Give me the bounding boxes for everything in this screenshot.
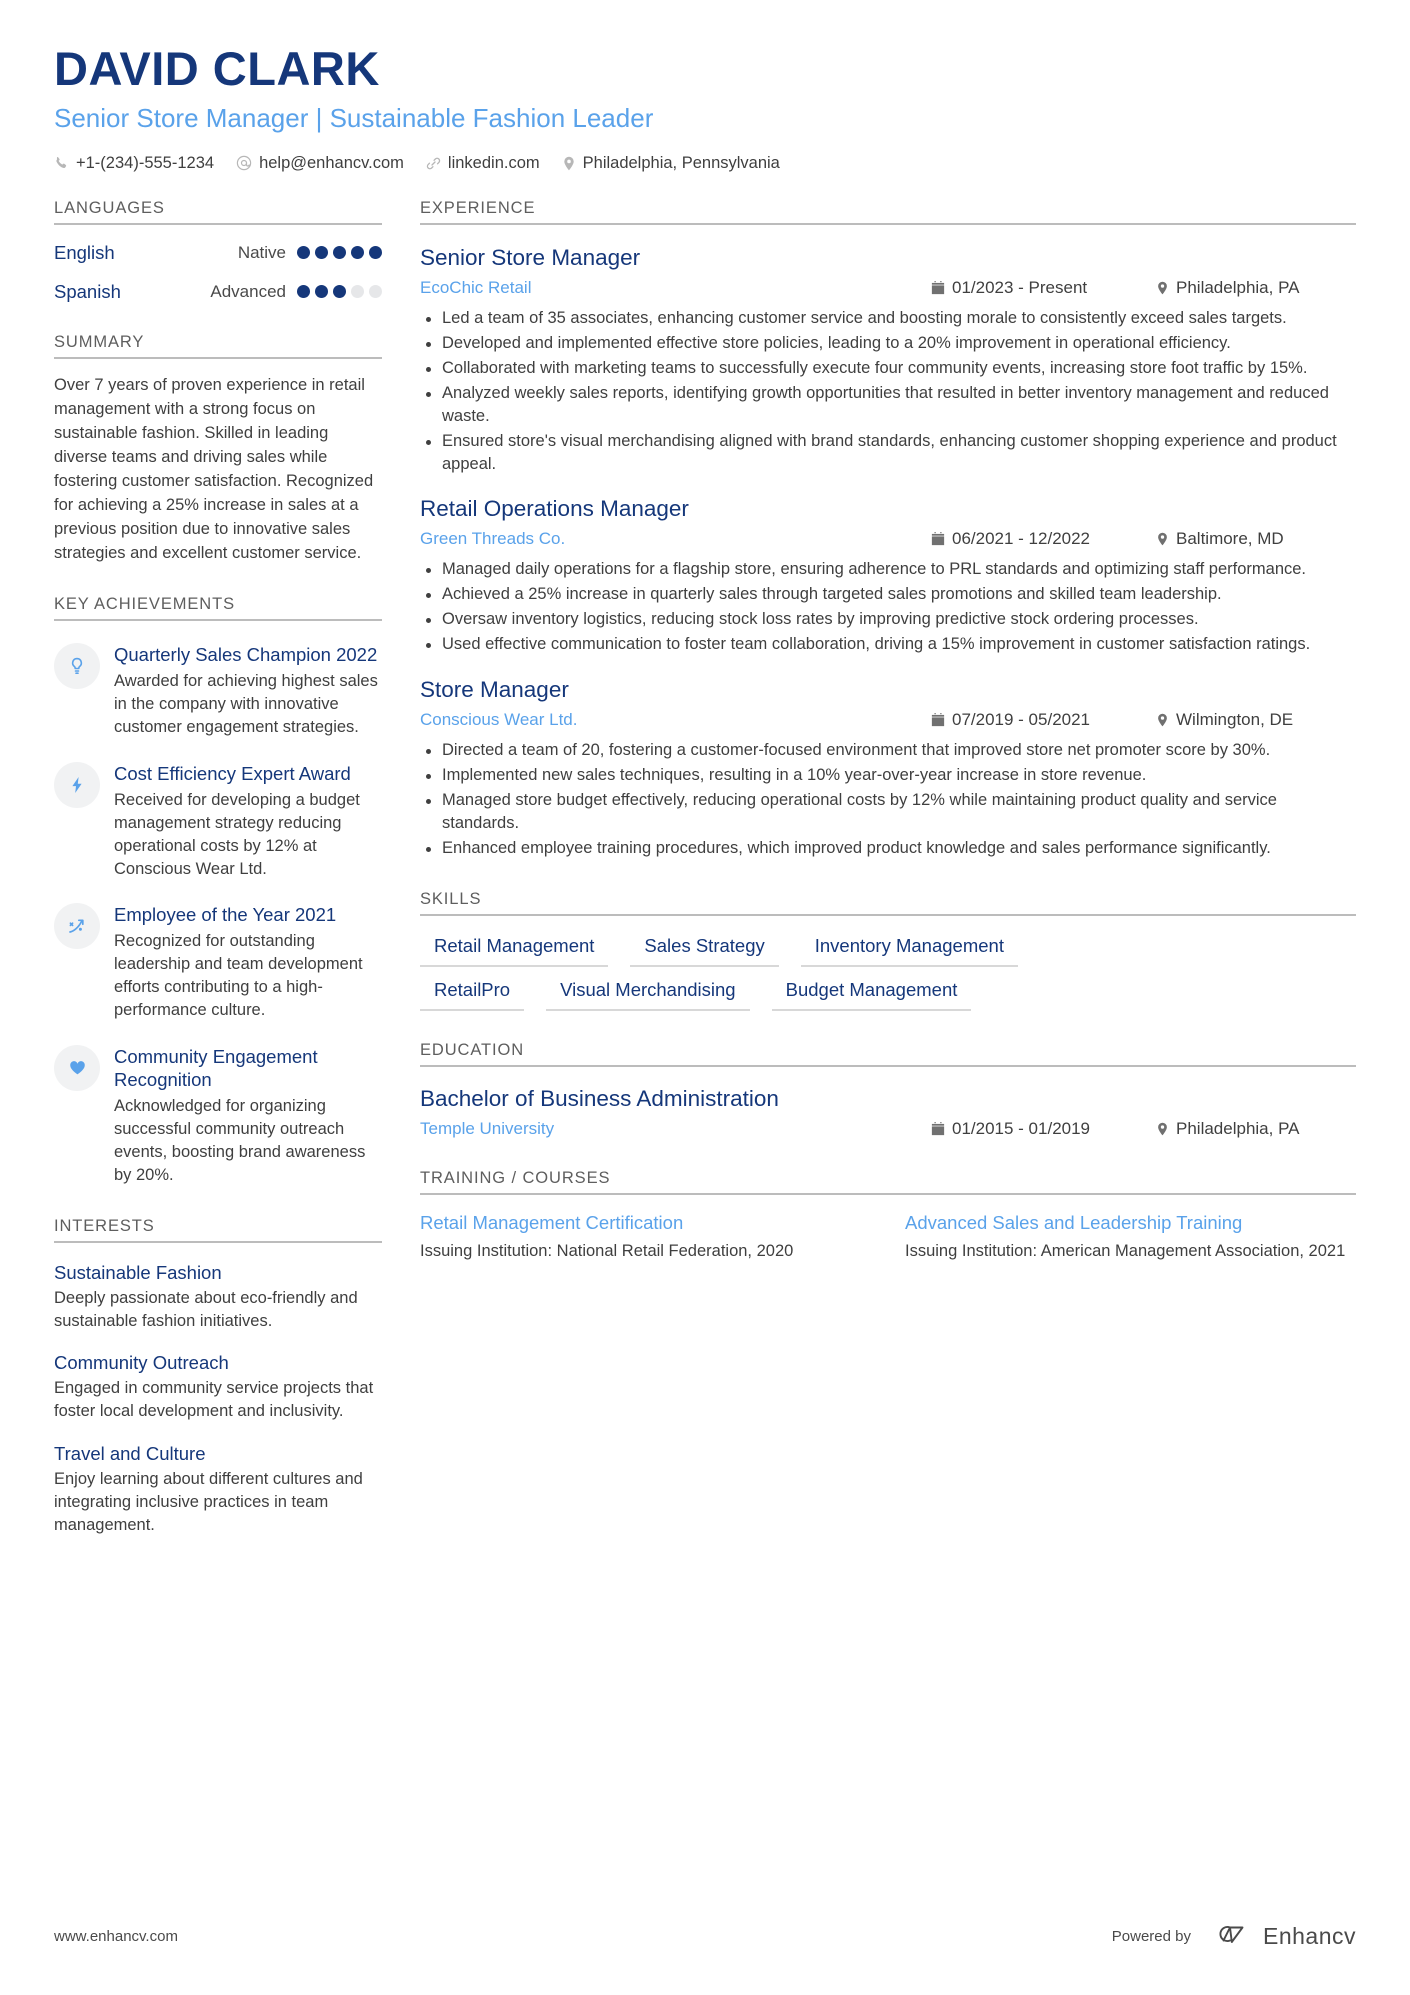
job-bullet: Achieved a 25% increase in quarterly sales through targeted sales promotions and skilled team leadership. — [420, 583, 1356, 606]
interest-desc: Deeply passionate about eco-friendly and sustainable fashion initiatives. — [54, 1289, 358, 1331]
lightning-bolt-icon — [54, 762, 100, 808]
rating-dot — [369, 285, 382, 298]
job-title: Store Manager — [420, 676, 569, 702]
section-heading-skills: SKILLS — [420, 890, 1356, 916]
job-bullet: Enhanced employee training procedures, which improved product knowledge and sales performance significantly. — [420, 837, 1356, 860]
skill-chip: Budget Management — [772, 976, 972, 1011]
job-bullet: Led a team of 35 associates, enhancing customer service and boosting morale to consistently exceed sales targets. — [420, 307, 1356, 330]
job-company[interactable]: Conscious Wear Ltd. — [420, 709, 578, 729]
section-heading-experience: EXPERIENCE — [420, 199, 1356, 225]
job-location — [1156, 278, 1356, 298]
education-dates — [931, 1119, 1156, 1139]
section-heading-key-achievements: KEY ACHIEVEMENTS — [54, 595, 382, 621]
language-name: English — [54, 241, 115, 263]
interest-item — [54, 1352, 382, 1423]
skill-chip: Retail Management — [420, 932, 608, 967]
calendar-icon — [931, 532, 945, 546]
job-meta — [420, 710, 1356, 730]
rating-dot — [315, 246, 328, 259]
page-footer — [54, 1921, 1356, 1951]
job-company[interactable]: Green Threads Co. — [420, 529, 566, 549]
language-level: Advanced — [210, 281, 286, 301]
section-heading-education: EDUCATION — [420, 1041, 1356, 1067]
section-education — [420, 1041, 1356, 1139]
achievement-item — [54, 643, 382, 739]
phone-icon — [54, 156, 69, 171]
job-bullet: Managed daily operations for a flagship store, ensuring adherence to PRL standards and optimizing staff performance. — [420, 558, 1356, 581]
contact-phone[interactable] — [54, 154, 214, 173]
contact-email[interactable] — [236, 154, 404, 173]
job-bullets — [420, 739, 1356, 860]
infinity-check-icon — [1207, 1921, 1253, 1951]
page-title: DAVID CLARK — [54, 42, 380, 95]
training-subtitle: Issuing Institution: National Retail Federation, 2020 — [420, 1242, 794, 1261]
contact-email-text: help@enhancv.com — [259, 153, 404, 172]
education-location — [1156, 1119, 1356, 1139]
skills-list — [420, 932, 1356, 1011]
job-bullet: Managed store budget effectively, reducing operational costs by 12% while maintaining product quality and service standards. — [420, 789, 1356, 835]
job-bullet: Used effective communication to foster team collaboration, driving a 15% improvement in customer satisfaction ratings. — [420, 633, 1356, 656]
contact-location — [562, 154, 780, 173]
calendar-icon — [931, 713, 945, 727]
language-level: Native — [237, 242, 286, 262]
link-icon — [426, 156, 441, 171]
resume-columns — [54, 199, 1356, 1537]
job-bullet: Implemented new sales techniques, resulting in a 10% year-over-year increase in store revenue. — [420, 764, 1356, 787]
contact-row — [54, 154, 1356, 173]
achievement-desc: Acknowledged for organizing successful community outreach events, boosting brand awareness by 20%. — [114, 1096, 366, 1185]
calendar-icon — [931, 281, 945, 295]
skills-row — [420, 976, 1356, 1011]
experience-item — [420, 495, 1356, 656]
skill-chip: Inventory Management — [801, 932, 1018, 967]
rating-dot — [369, 246, 382, 259]
location-pin-icon — [1156, 532, 1169, 546]
training-title[interactable]: Retail Management Certification — [420, 1212, 684, 1234]
job-bullet: Directed a team of 20, fostering a customer-focused environment that improved store net promoter score by 30%. — [420, 739, 1356, 762]
language-row-english — [54, 242, 382, 264]
section-languages — [54, 199, 382, 303]
achievement-title: Quarterly Sales Champion 2022 — [114, 644, 378, 666]
job-dates — [931, 710, 1156, 730]
section-interests — [54, 1217, 382, 1537]
email-icon — [236, 155, 252, 171]
language-name: Spanish — [54, 280, 121, 302]
education-meta — [420, 1119, 1356, 1139]
interest-item — [54, 1443, 382, 1537]
job-bullet: Developed and implemented effective store policies, leading to a 20% improvement in operational efficiency. — [420, 332, 1356, 355]
job-dates-text: 06/2021 - 12/2022 — [952, 529, 1091, 549]
summary-text: Over 7 years of proven experience in retail management with a strong focus on sustainable fashion. Skilled in leading diverse teams and driving sales while fostering customer satisfaction. Recognized for achieving a 25% increase in sales at a previous position due to innovative sales strategies and excellent customer service. — [54, 375, 374, 563]
contact-phone-text: +1-(234)-555-1234 — [76, 153, 215, 172]
job-dates-text: 01/2023 - Present — [952, 277, 1088, 297]
job-dates — [931, 278, 1156, 298]
achievement-title: Cost Efficiency Expert Award — [114, 762, 351, 784]
job-title: Retail Operations Manager — [420, 496, 689, 522]
achievement-desc: Recognized for outstanding leadership and team development efforts contributing to a high-performance culture. — [114, 932, 363, 1020]
experience-item — [420, 244, 1356, 477]
interest-title: Sustainable Fashion — [54, 1262, 222, 1284]
footer-branding — [1112, 1921, 1356, 1951]
job-location — [1156, 529, 1356, 549]
rating-dot — [333, 246, 346, 259]
rating-dot — [315, 285, 328, 298]
achievement-item — [54, 903, 382, 1023]
location-pin-icon — [1156, 713, 1169, 727]
training-item — [420, 1211, 871, 1263]
headline-subtitle: Senior Store Manager | Sustainable Fashion Leader — [54, 103, 654, 134]
job-bullet: Oversaw inventory logistics, reducing stock loss rates by improving predictive stock ordering processes. — [420, 608, 1356, 631]
contact-link-text: linkedin.com — [447, 153, 540, 172]
education-degree: Bachelor of Business Administration — [420, 1086, 779, 1112]
enhancv-wordmark: Enhancv — [1262, 1922, 1356, 1949]
achievement-title: Employee of the Year 2021 — [114, 904, 337, 926]
location-pin-icon — [1156, 1122, 1169, 1136]
skill-chip: Visual Merchandising — [546, 976, 750, 1011]
experience-item — [420, 676, 1356, 860]
section-heading-languages: LANGUAGES — [54, 199, 382, 225]
section-heading-interests: INTERESTS — [54, 1217, 382, 1243]
training-list — [420, 1211, 1356, 1263]
rating-dot — [351, 285, 364, 298]
training-title[interactable]: Advanced Sales and Leadership Training — [905, 1212, 1243, 1234]
resume-header — [54, 44, 1356, 173]
heart-icon — [54, 1045, 100, 1091]
job-bullets — [420, 558, 1356, 656]
job-title: Senior Store Manager — [420, 244, 641, 270]
language-rating-dots — [297, 285, 382, 298]
interest-title: Travel and Culture — [54, 1442, 206, 1464]
rating-dot — [333, 285, 346, 298]
job-bullet: Collaborated with marketing teams to successfully execute four community events, increasing store foot traffic by 15%. — [420, 357, 1356, 380]
job-location-text: Baltimore, MD — [1176, 529, 1284, 549]
lightbulb-icon — [54, 643, 100, 689]
training-subtitle: Issuing Institution: American Management Association, 2021 — [905, 1242, 1346, 1261]
job-company[interactable]: EcoChic Retail — [420, 277, 532, 297]
calendar-icon — [931, 1122, 945, 1136]
job-bullet: Ensured store's visual merchandising aligned with brand standards, enhancing customer shopping experience and product appeal. — [420, 430, 1356, 476]
section-skills — [420, 890, 1356, 1011]
job-bullet: Analyzed weekly sales reports, identifying growth opportunities that resulted in better inventory management and reduced waste. — [420, 382, 1356, 428]
main-column — [420, 199, 1356, 1264]
interest-item — [54, 1262, 382, 1333]
training-item — [905, 1211, 1356, 1263]
location-pin-icon — [1156, 281, 1169, 295]
job-bullets — [420, 307, 1356, 477]
job-location-text: Wilmington, DE — [1176, 709, 1294, 729]
contact-location-text: Philadelphia, Pennsylvania — [582, 153, 780, 172]
section-summary — [54, 333, 382, 566]
growth-arrow-icon — [54, 903, 100, 949]
job-meta — [420, 278, 1356, 298]
interest-title: Community Outreach — [54, 1352, 229, 1374]
achievement-desc: Awarded for achieving highest sales in the company with innovative customer engagement strategies. — [114, 672, 378, 737]
achievement-desc: Received for developing a budget management strategy reducing operational costs by 12% at Conscious Wear Ltd. — [114, 790, 360, 878]
powered-by-label: Powered by — [1111, 1927, 1191, 1945]
section-heading-training: TRAINING / COURSES — [420, 1169, 1356, 1195]
enhancv-logo — [1207, 1921, 1356, 1951]
section-experience — [420, 199, 1356, 861]
contact-link[interactable] — [426, 154, 540, 173]
education-school[interactable]: Temple University — [420, 1119, 555, 1139]
rating-dot — [297, 246, 310, 259]
section-training — [420, 1169, 1356, 1263]
job-meta — [420, 529, 1356, 549]
job-dates-text: 07/2019 - 05/2021 — [952, 709, 1091, 729]
section-heading-summary: SUMMARY — [54, 333, 382, 359]
achievement-item — [54, 762, 382, 882]
job-location-text: Philadelphia, PA — [1176, 277, 1300, 297]
skill-chip: Sales Strategy — [630, 932, 778, 967]
skills-row — [420, 932, 1356, 967]
section-key-achievements — [54, 595, 382, 1187]
education-location-text: Philadelphia, PA — [1176, 1119, 1300, 1139]
rating-dot — [297, 285, 310, 298]
education-dates-text: 01/2015 - 01/2019 — [952, 1119, 1091, 1139]
language-row-spanish — [54, 281, 382, 303]
interest-desc: Enjoy learning about different cultures and integrating inclusive practices in team management. — [54, 1469, 363, 1534]
achievement-item — [54, 1045, 382, 1188]
job-location — [1156, 710, 1356, 730]
rating-dot — [351, 246, 364, 259]
language-rating-dots — [297, 246, 382, 259]
interest-desc: Engaged in community service projects that foster local development and inclusivity. — [54, 1379, 374, 1421]
achievement-title: Community Engagement Recognition — [114, 1045, 318, 1090]
footer-website[interactable]: www.enhancv.com — [54, 1927, 178, 1945]
job-dates — [931, 529, 1156, 549]
sidebar-column — [54, 199, 382, 1537]
skill-chip: RetailPro — [420, 976, 524, 1011]
location-pin-icon — [562, 156, 576, 171]
